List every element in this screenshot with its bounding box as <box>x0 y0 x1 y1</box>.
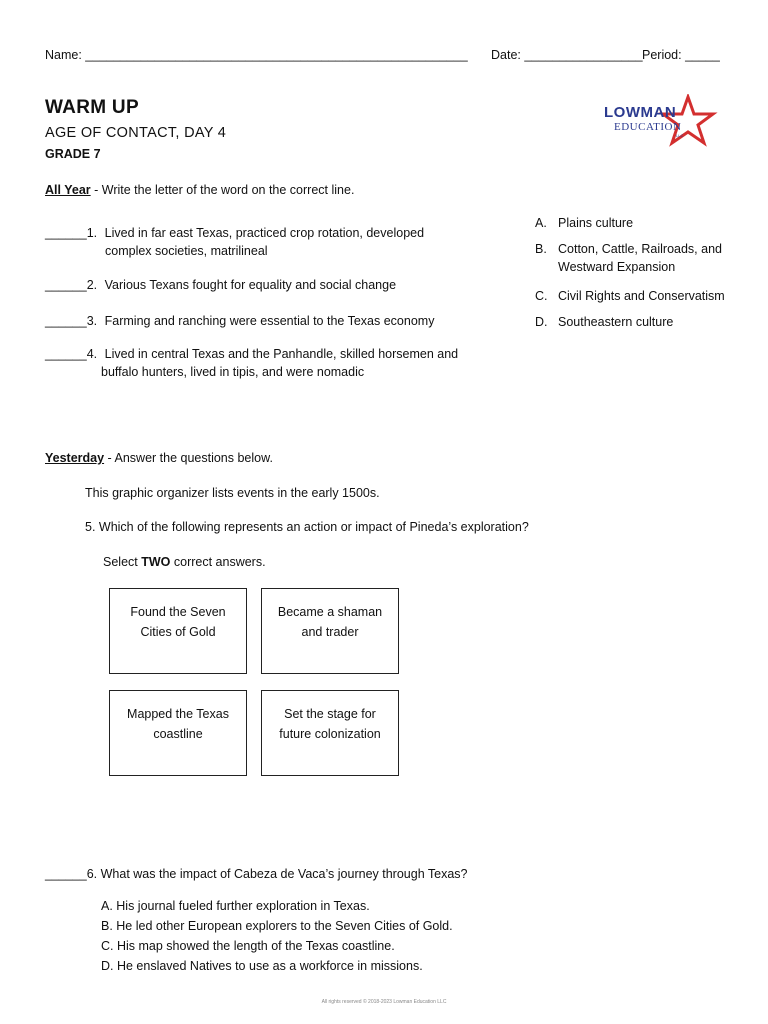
question-6 <box>45 867 468 881</box>
item-text-line: Lived in central Texas and the Panhandle, skilled horsemen and <box>104 347 459 361</box>
select-instruction <box>103 555 266 569</box>
answer-blank[interactable]: ______ <box>45 347 87 361</box>
question-6-text: 6. What was the impact of Cabeza de Vaca’s journey through Texas? <box>86 867 468 881</box>
page-title: WARM UP <box>45 97 139 118</box>
answer-blank[interactable]: ______ <box>45 314 87 328</box>
organizer-intro: This graphic organizer lists events in the early 1500s. <box>85 486 380 500</box>
answer-box-1[interactable] <box>109 588 247 674</box>
item-text-continuation: buffalo hunters, lived in tipis, and were nomadic <box>101 365 365 379</box>
matching-item-1 <box>45 224 424 242</box>
item-text-line: Various Texans fought for equality and social change <box>104 278 397 292</box>
choice-b-continuation: Westward Expansion <box>558 260 676 274</box>
answer-box-text: Found the Seven Cities of Gold <box>130 605 226 639</box>
answer-blank[interactable]: ______ <box>45 226 87 240</box>
page-subtitle: AGE OF CONTACT, DAY 4 <box>45 125 227 141</box>
date-field[interactable]: Date: _________________ <box>491 48 643 62</box>
choice-d <box>535 313 674 331</box>
choice-text: Plains culture <box>558 216 634 230</box>
q6-option-d: D. He enslaved Natives to use as a workforce in missions. <box>101 959 423 973</box>
choice-text: Southeastern culture <box>558 315 674 329</box>
choice-letter: B. <box>535 242 547 256</box>
q6-option-c: C. His map showed the length of the Texas coastline. <box>101 939 395 953</box>
item-number: 4. <box>86 347 98 361</box>
item-number: 1. <box>86 226 98 240</box>
choice-letter: D. <box>535 315 548 329</box>
item-text-continuation: complex societies, matrilineal <box>105 244 268 258</box>
choice-b <box>535 240 722 258</box>
grade-label: GRADE 7 <box>45 147 101 161</box>
item-number: 3. <box>86 314 98 328</box>
logo-text-top: LOWMAN <box>604 104 677 121</box>
answer-box-4[interactable] <box>261 690 399 776</box>
answer-box-text: Set the stage for future colonization <box>279 707 381 741</box>
choice-letter: A. <box>535 216 547 230</box>
q6-option-a: A. His journal fueled further exploration in Texas. <box>101 899 370 913</box>
item-text-line: Farming and ranching were essential to the Texas economy <box>104 314 435 328</box>
question-5: 5. Which of the following represents an action or impact of Pineda’s exploration? <box>85 520 529 534</box>
choice-text: Cotton, Cattle, Railroads, and <box>558 242 722 256</box>
all-year-instruction: - Write the letter of the word on the correct line. <box>90 183 355 197</box>
period-field[interactable]: Period: _____ <box>642 48 720 62</box>
matching-item-3 <box>45 312 434 330</box>
select-post: correct answers. <box>170 555 266 569</box>
choice-a <box>535 214 634 232</box>
item-number: 2. <box>86 278 98 292</box>
yesterday-instruction: - Answer the questions below. <box>104 451 273 465</box>
name-field[interactable]: Name: _______________________________________________________ <box>45 48 468 62</box>
select-pre: Select <box>103 555 142 569</box>
answer-box-text: Became a shaman and trader <box>277 605 383 639</box>
copyright-footer: All rights reserved © 2018-2023 Lowman Education LLC <box>321 999 447 1005</box>
answer-box-2[interactable] <box>261 588 399 674</box>
lowman-education-logo <box>600 94 720 150</box>
choice-text: Civil Rights and Conservatism <box>558 289 725 303</box>
logo-text-llc: LLC <box>676 133 684 138</box>
item-text-line: Lived in far east Texas, practiced crop rotation, developed <box>104 226 425 240</box>
matching-item-2 <box>45 276 396 294</box>
answer-box-3[interactable] <box>109 690 247 776</box>
all-year-label: All Year <box>45 183 91 197</box>
q6-option-b: B. He led other European explorers to the Seven Cities of Gold. <box>101 919 453 933</box>
answer-blank[interactable]: ______ <box>45 867 87 881</box>
all-year-heading <box>45 183 354 197</box>
answer-blank[interactable]: ______ <box>45 278 87 292</box>
answer-box-text: Mapped the Texas coastline <box>127 707 229 741</box>
yesterday-label: Yesterday <box>45 451 105 465</box>
yesterday-heading <box>45 451 273 465</box>
matching-item-4 <box>45 345 458 363</box>
choice-c <box>535 287 725 305</box>
select-count: TWO <box>141 555 171 569</box>
logo-text-bottom: EDUCATION <box>614 121 682 133</box>
choice-letter: C. <box>535 289 548 303</box>
